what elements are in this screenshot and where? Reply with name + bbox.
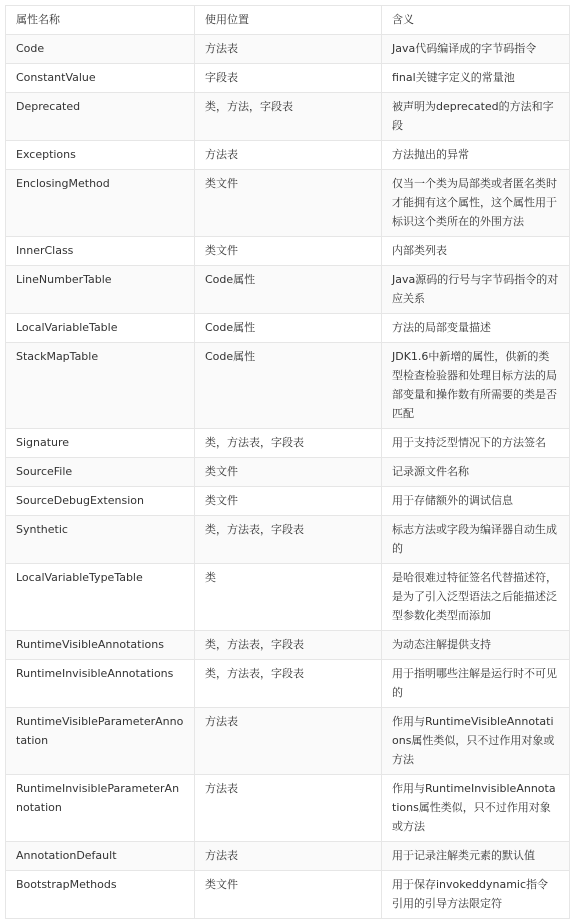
cell-usage-location: 方法表: [195, 842, 382, 871]
table-row: [6, 631, 570, 660]
cell-meaning: 标志方法或字段为编译器自动生成的: [382, 516, 570, 564]
cell-meaning: 内部类列表: [382, 237, 570, 266]
cell-attribute-name: SourceDebugExtension: [6, 487, 195, 516]
table-row: [6, 842, 570, 871]
table-header-row: [6, 6, 570, 35]
cell-usage-location: Code属性: [195, 266, 382, 314]
table-row: [6, 266, 570, 314]
table-row: [6, 93, 570, 141]
table-row: [6, 170, 570, 237]
table-row: [6, 64, 570, 93]
cell-usage-location: 类，方法表，字段表: [195, 516, 382, 564]
table-row: [6, 564, 570, 631]
cell-usage-location: 类文件: [195, 237, 382, 266]
cell-attribute-name: InnerClass: [6, 237, 195, 266]
table-row: [6, 343, 570, 429]
cell-usage-location: 类文件: [195, 170, 382, 237]
table-row: [6, 35, 570, 64]
table-row: [6, 458, 570, 487]
cell-meaning: 方法抛出的异常: [382, 141, 570, 170]
table-row: [6, 708, 570, 775]
cell-usage-location: 类: [195, 564, 382, 631]
cell-usage-location: 字段表: [195, 64, 382, 93]
cell-attribute-name: Synthetic: [6, 516, 195, 564]
cell-attribute-name: RuntimeVisibleAnnotations: [6, 631, 195, 660]
cell-attribute-name: SourceFile: [6, 458, 195, 487]
attribute-table: [5, 5, 570, 919]
cell-usage-location: 类，方法表，字段表: [195, 631, 382, 660]
cell-attribute-name: LocalVariableTable: [6, 314, 195, 343]
cell-usage-location: 类文件: [195, 487, 382, 516]
cell-usage-location: 类，方法表，字段表: [195, 429, 382, 458]
cell-usage-location: 类文件: [195, 458, 382, 487]
cell-meaning: 用于指明哪些注解是运行时不可见的: [382, 660, 570, 708]
table-row: [6, 871, 570, 919]
cell-attribute-name: ConstantValue: [6, 64, 195, 93]
table-row: [6, 141, 570, 170]
cell-usage-location: 类文件: [195, 871, 382, 919]
table-row: [6, 775, 570, 842]
cell-usage-location: 方法表: [195, 775, 382, 842]
table-row: [6, 660, 570, 708]
header-meaning: 含义: [382, 6, 570, 35]
table-row: [6, 314, 570, 343]
cell-attribute-name: Exceptions: [6, 141, 195, 170]
cell-attribute-name: Deprecated: [6, 93, 195, 141]
cell-meaning: final关键字定义的常量池: [382, 64, 570, 93]
header-usage-location: 使用位置: [195, 6, 382, 35]
cell-attribute-name: EnclosingMethod: [6, 170, 195, 237]
cell-meaning: 方法的局部变量描述: [382, 314, 570, 343]
cell-attribute-name: Code: [6, 35, 195, 64]
cell-usage-location: Code属性: [195, 343, 382, 429]
table-row: [6, 516, 570, 564]
cell-meaning: 仅当一个类为局部类或者匿名类时才能拥有这个属性，这个属性用于标识这个类所在的外围方法: [382, 170, 570, 237]
cell-attribute-name: LocalVariableTypeTable: [6, 564, 195, 631]
cell-meaning: Java源码的行号与字节码指令的对应关系: [382, 266, 570, 314]
cell-usage-location: 类，方法表，字段表: [195, 660, 382, 708]
cell-usage-location: 类，方法，字段表: [195, 93, 382, 141]
cell-meaning: 作用与RuntimeInvisibleAnnotations属性类似，只不过作用对象或方法: [382, 775, 570, 842]
cell-meaning: Java代码编译成的字节码指令: [382, 35, 570, 64]
cell-meaning: JDK1.6中新增的属性，供新的类型检查检验器和处理目标方法的局部变量和操作数有所需要的类是否匹配: [382, 343, 570, 429]
cell-meaning: 为动态注解提供支持: [382, 631, 570, 660]
cell-attribute-name: BootstrapMethods: [6, 871, 195, 919]
table-row: [6, 487, 570, 516]
cell-attribute-name: StackMapTable: [6, 343, 195, 429]
cell-meaning: 用于保存invokeddynamic指令引用的引导方法限定符: [382, 871, 570, 919]
cell-meaning: 作用与RuntimeVisibleAnnotations属性类似，只不过作用对象或方法: [382, 708, 570, 775]
cell-meaning: 用于记录注解类元素的默认值: [382, 842, 570, 871]
cell-attribute-name: RuntimeInvisibleAnnotations: [6, 660, 195, 708]
cell-meaning: 是哈很难过特征签名代替描述符，是为了引入泛型语法之后能描述泛型参数化类型而添加: [382, 564, 570, 631]
cell-attribute-name: Signature: [6, 429, 195, 458]
cell-attribute-name: RuntimeInvisibleParameterAnnotation: [6, 775, 195, 842]
table-row: [6, 429, 570, 458]
cell-usage-location: 方法表: [195, 141, 382, 170]
cell-attribute-name: RuntimeVisibleParameterAnnotation: [6, 708, 195, 775]
cell-meaning: 被声明为deprecated的方法和字段: [382, 93, 570, 141]
cell-attribute-name: AnnotationDefault: [6, 842, 195, 871]
cell-meaning: 记录源文件名称: [382, 458, 570, 487]
header-attribute-name: 属性名称: [6, 6, 195, 35]
cell-usage-location: 方法表: [195, 708, 382, 775]
cell-usage-location: Code属性: [195, 314, 382, 343]
table-row: [6, 237, 570, 266]
cell-meaning: 用于存储额外的调试信息: [382, 487, 570, 516]
cell-meaning: 用于支持泛型情况下的方法签名: [382, 429, 570, 458]
cell-usage-location: 方法表: [195, 35, 382, 64]
cell-attribute-name: LineNumberTable: [6, 266, 195, 314]
